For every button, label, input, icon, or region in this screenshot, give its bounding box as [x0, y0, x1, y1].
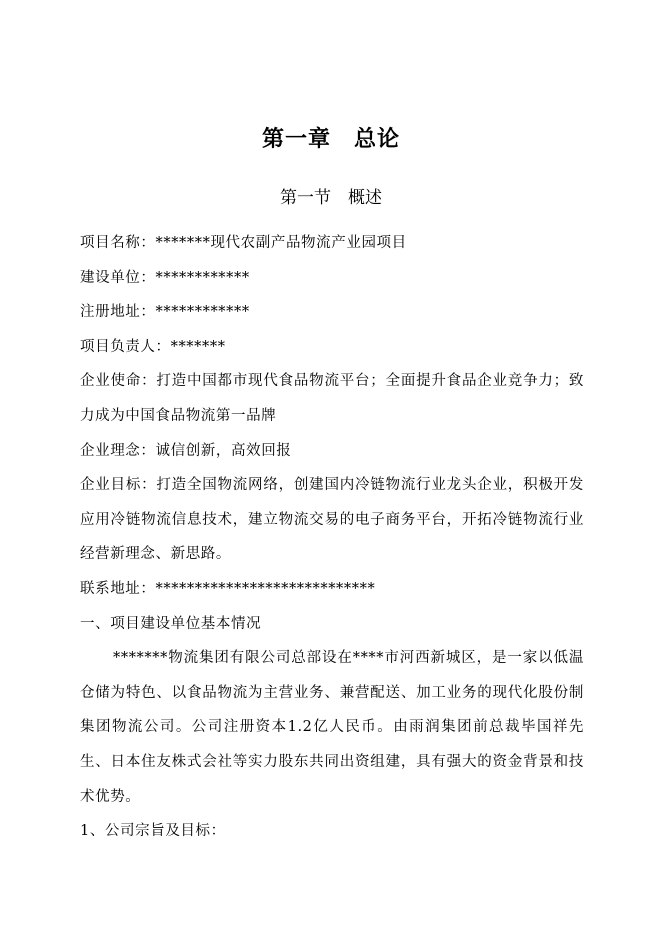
company-intro-paragraph: *******物流集团有限公司总部设在****市河西新城区，是一家以低温仓储为特色、以食品物流为主营业务、兼营配送、加工业务的现代化股份制集团物流公司。公司注册资本1.2亿人民币。由雨润集团前总裁毕国祥先生、日本住友株式会社等实力股东共同出资组建，具有强大的资金背景和技术优势。 — [80, 650, 584, 805]
chapter-title: 第一章 总论 — [261, 126, 400, 152]
section-heading-2: 1、公司宗旨及目标： — [80, 823, 226, 840]
mission-paragraph: 企业使命：打造中国都市现代食品物流平台；全面提升食品企业竞争力；致力成为中国食品物流第一品牌 — [80, 373, 584, 424]
construction-unit-line: 建设单位：************ — [80, 269, 250, 286]
project-name-line: 项目名称：*******现代农副产品物流产业园项目 — [80, 235, 407, 251]
philosophy-line: 企业理念：诚信创新，高效回报 — [80, 442, 292, 459]
section-heading-1: 一、项目建设单位基本情况 — [80, 615, 262, 632]
project-leader-line: 项目负责人：******* — [80, 338, 226, 355]
section-title: 第一节 概述 — [280, 188, 382, 208]
contact-address-line: 联系地址：**************************** — [80, 580, 376, 597]
registered-address-line: 注册地址：************ — [80, 304, 250, 321]
goal-paragraph: 企业目标：打造全国物流网络，创建国内冷链物流行业龙头企业，积极开发应用冷链物流信息技术，建立物流交易的电子商务平台，开拓冷链物流行业经营新理念、新思路。 — [80, 477, 584, 563]
document-body — [80, 226, 584, 849]
